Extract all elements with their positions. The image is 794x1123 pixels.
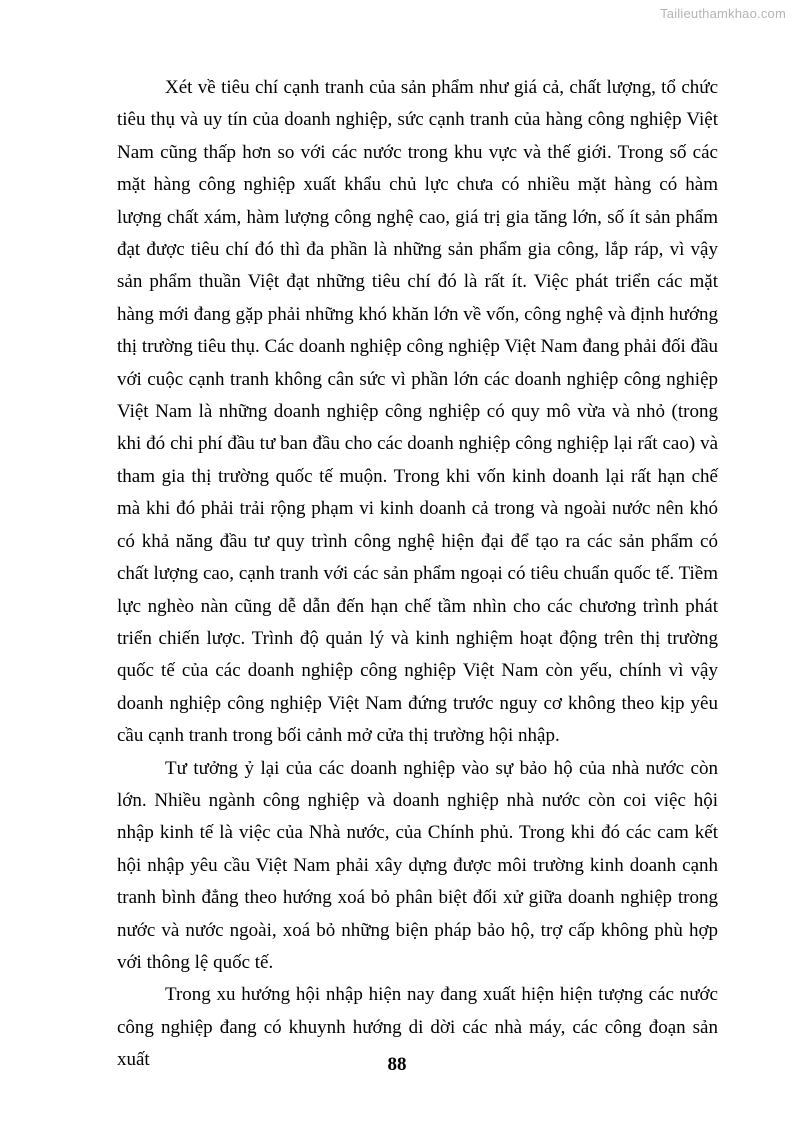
watermark: Tailieuthamkhao.com: [660, 6, 786, 21]
page-number: 88: [387, 1054, 407, 1075]
body-paragraph: Xét về tiêu chí cạnh tranh của sản phẩm như giá cả, chất lượng, tổ chức tiêu thụ và uy tín của doanh nghiệp, sức cạnh tranh của hàng công nghiệp Việt Nam cũng thấp hơn so với các nước trong khu vực và thế giới. Trong số các mặt hàng công nghiệp xuất khẩu chủ lực chưa có nhiều mặt hàng có hàm lượng chất xám, hàm lượng công nghệ cao, giá trị gia tăng lớn, số ít sản phẩm đạt được tiêu chí đó thì đa phần là những sản phẩm gia công, lắp ráp, vì vậy sản phẩm thuần Việt đạt những tiêu chí đó là rất ít. Việc phát triển các mặt hàng mới đang gặp phải những khó khăn lớn về vốn, công nghệ và định hướng thị trường tiêu thụ. Các doanh nghiệp công nghiệp Việt Nam đang phải đối đầu với cuộc cạnh tranh không cân sức vì phần lớn các doanh nghiệp công nghiệp Việt Nam là những doanh nghiệp công nghiệp có quy mô vừa và nhỏ (trong khi đó chi phí đầu tư ban đầu cho các doanh nghiệp công nghiệp lại rất cao) và tham gia thị trường quốc tế muộn. Trong khi vốn kinh doanh lại rất hạn chế mà khi đó phải trải rộng phạm vi kinh doanh cả trong và ngoài nước nên khó có khả năng đầu tư quy trình công nghệ hiện đại để tạo ra các sản phẩm có chất lượng cao, cạnh tranh với các sản phẩm ngoại có tiêu chuẩn quốc tế. Tiềm lực nghèo nàn cũng dễ dẫn đến hạn chế tầm nhìn cho các chương trình phát triển chiến lược. Trình độ quản lý và kinh nghiệm hoạt động trên thị trường quốc tế của các doanh nghiệp công nghiệp Việt Nam còn yếu, chính vì vậy doanh nghiệp công nghiệp Việt Nam đứng trước nguy cơ không theo kịp yêu cầu cạnh tranh trong bối cảnh mở cửa thị trường hội nhập.: [117, 77, 718, 747]
body-paragraph: Tư tưởng ỷ lại của các doanh nghiệp vào sự bảo hộ của nhà nước còn lớn. Nhiều ngành công nghiệp và doanh nghiệp nhà nước còn coi việc hội nhập kinh tế là việc của Nhà nước, của Chính phủ. Trong khi đó các cam kết hội nhập yêu cầu Việt Nam phải xây dựng được môi trường kinh doanh cạnh tranh bình đẳng theo hướng xoá bỏ phân biệt đối xử giữa doanh nghiệp trong nước và nước ngoài, xoá bỏ những biện pháp bảo hộ, trợ cấp không phù hợp với thông lệ quốc tế.: [117, 757, 718, 973]
document-body: [117, 72, 718, 1077]
body-paragraph: Trong xu hướng hội nhập hiện nay đang xuất hiện hiện tượng các nước công nghiệp đang có khuynh hướng di dời các nhà máy, các công đoạn sản xuất: [117, 984, 718, 1071]
